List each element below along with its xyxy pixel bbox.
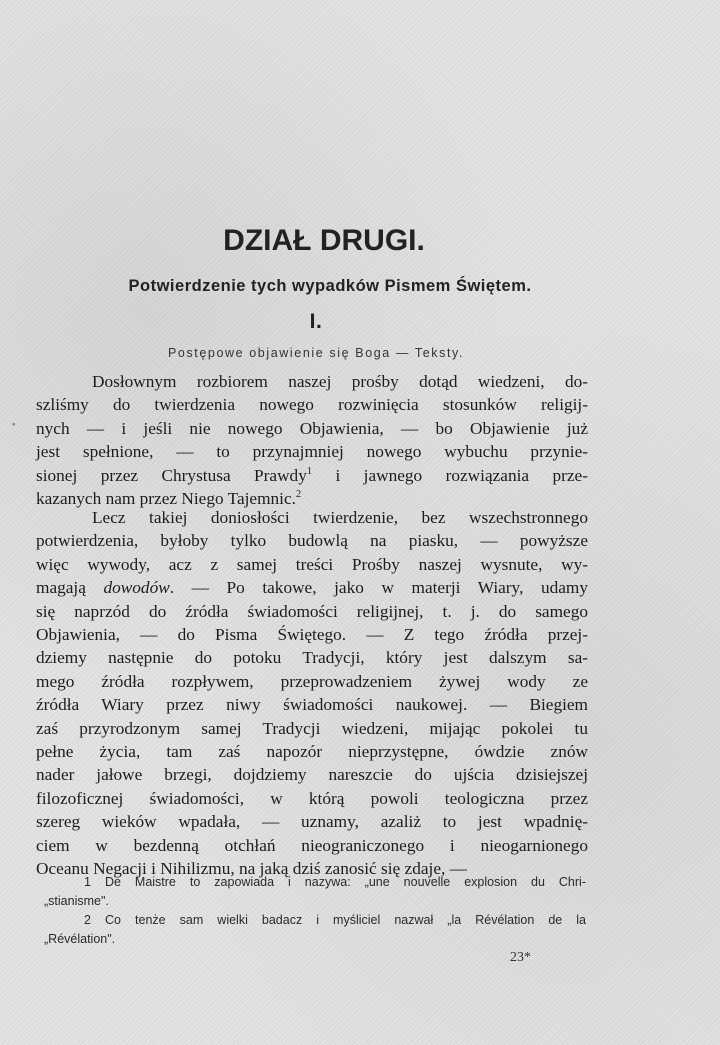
emphasis-text: dowodów [103, 578, 170, 598]
text-line: źródła Wiary przez niwy świadomości naukowej. — Biegiem [36, 695, 588, 715]
footnote-ref-2[interactable]: 2 [295, 489, 302, 501]
text-line [36, 464, 588, 487]
paragraph-1 [36, 370, 588, 510]
paragraph-2 [36, 506, 588, 881]
text-line: jest spełnione, — to przynajmniej nowego wybuchu przynie- [36, 442, 588, 462]
page-number: 23* [510, 950, 531, 965]
text-line: filozoficznej świadomości, w którą powoli teologiczna przez [36, 788, 588, 808]
footnote-2-line: „Révélation". [44, 932, 116, 946]
text-line: dziemy następnie do potoku Tradycji, który jest dalszym sa- [36, 648, 588, 668]
text-line: szereg wieków wpadała, — uznamy, azaliż to jest wpadnię- [36, 812, 588, 832]
section-title: DZIAŁ DRUGI. [223, 224, 425, 257]
text-line: Oceanu Negacji i Nihilizmu, na jaką dziś zanosić się zdaje, — [36, 859, 467, 879]
text-line: więc wywody, acz z samej treści Prośby naszej wysnute, wy- [36, 554, 588, 574]
text-line: mego źródła rozpływem, przeprowadzeniem żywej wody ze [36, 671, 588, 691]
text-line: pełne życia, tam zaś napozór nieprzystępne, ówdzie znów [36, 742, 588, 762]
text-line: Lecz takiej doniosłości twierdzenie, bez wszechstronnego [92, 508, 588, 527]
text-span: magają [36, 578, 104, 598]
text-line [36, 576, 588, 599]
text-span: . — Po takowe, jako w materji Wiary, udamy [169, 578, 589, 598]
text-line: Dosłownym rozbiorem naszej prośby dotąd wiedzeni, do- [92, 372, 588, 391]
footnote-1-line: „stianisme". [44, 894, 109, 908]
text-line: ciem w bezdenną otchłań nieograniczonego i nieogarnionego [36, 835, 588, 855]
footnote-2-line: 2 Co tenże sam wielki badacz i myśliciel nazwał „la Révélation de la [84, 913, 586, 927]
text-line: się naprzód do źródła świadomości religijnej, t. j. do samego [36, 601, 588, 621]
text-span: kazanych nam przez Niego Tajemnic. [36, 489, 296, 509]
section-subtitle: Potwierdzenie tych wypadków Pismem Świętem. [128, 277, 532, 295]
footnote-1-line: 1 De Maistre to zapowiada i nazywa: „une nouvelle explosion du Chri- [84, 875, 586, 889]
text-span: i jawnego rozwiązania prze- [312, 465, 588, 485]
chapter-number: I. [309, 310, 323, 333]
text-line: nader jałowe brzegi, dojdziemy nareszcie do ujścia dzisiejszej [36, 765, 588, 785]
text-line: potwierdzenia, byłoby tylko budowlą na piasku, — powyższe [36, 531, 588, 551]
footnotes [44, 873, 586, 949]
text-line: Objawienia, — do Pisma Świętego. — Z tego źródła przej- [36, 625, 588, 645]
margin-mark: • [12, 420, 16, 431]
text-line: szliśmy do twierdzenia nowego rozwinięcia stosunków religij- [36, 395, 588, 415]
footnote-ref-1[interactable]: 1 [306, 465, 313, 477]
text-line: zaś przyrodzonym samej Tradycji wiedzeni, mijając pokolei tu [36, 718, 588, 738]
text-span: sionej przez Chrystusa Prawdy [36, 465, 307, 485]
chapter-title: Postępowe objawienie się Boga — Teksty. [167, 346, 465, 360]
text-line: nych — i jeśli nie nowego Objawienia, — bo Objawienie już [36, 418, 588, 438]
